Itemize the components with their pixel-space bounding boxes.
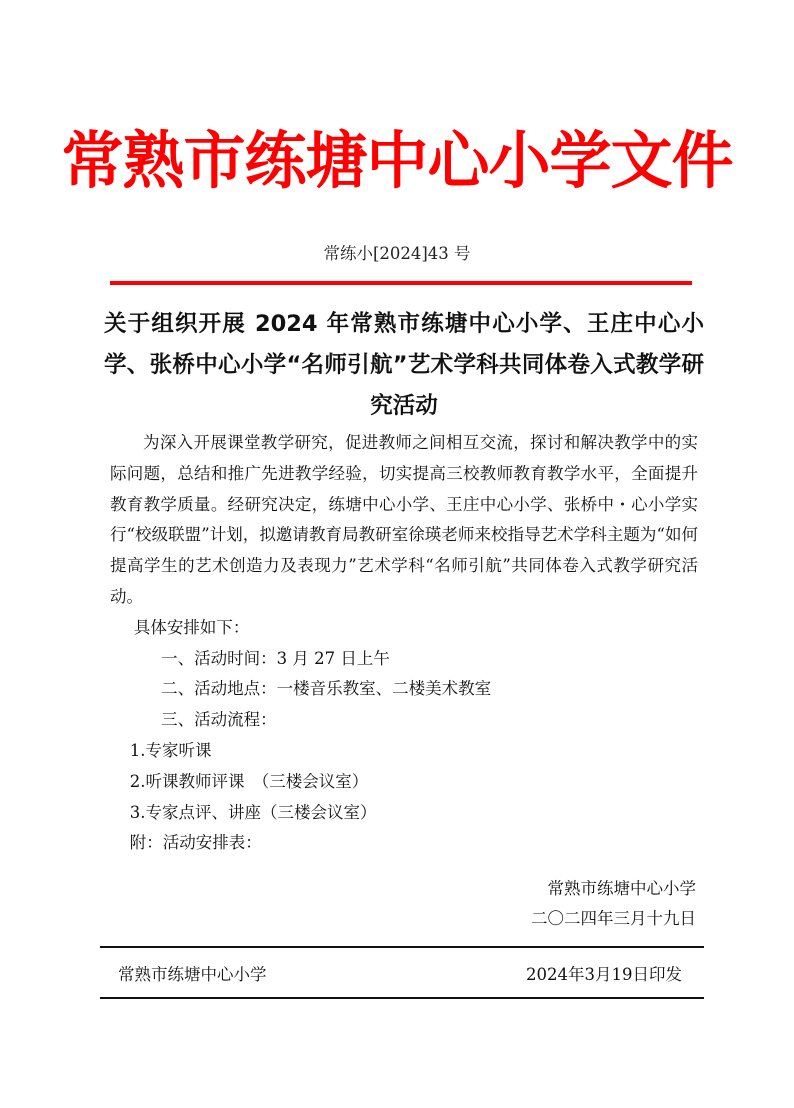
arrangement-item-time: 一、活动时间：3 月 27 日上午 [161, 648, 390, 668]
arrangement-heading: 具体安排如下： [133, 617, 250, 637]
document-number: 常练小[2024]43 号 [323, 244, 471, 263]
notice-body [110, 428, 698, 859]
footer-bottom-rule [100, 997, 704, 999]
notice-title: 关于组织开展 2024 年常熟市练塘中心小学、王庄中心小学、张桥中心小学“名师引航”艺术学科共同体卷入式教学研究活动 [104, 311, 704, 419]
arrangement-item-location: 二、活动地点：一楼音乐教室、二楼美术教室 [161, 679, 492, 699]
signature-date: 二〇二四年三月十九日 [531, 909, 696, 928]
process-step: 3.专家点评、讲座（三楼会议室） [129, 802, 377, 822]
footer-issue-date: 2024年3月19日印发 [526, 965, 682, 984]
document-header-title: 常熟市练塘中心小学文件 [61, 124, 733, 197]
signature-org: 常熟市练塘中心小学 [547, 879, 696, 898]
attachment-note: 附：活动安排表： [129, 833, 262, 853]
red-divider [110, 281, 692, 285]
footer-top-rule [100, 946, 704, 948]
process-step: 2.听课教师评课 （三楼会议室） [129, 771, 369, 791]
process-step: 1.专家听课 [129, 740, 212, 760]
footer-org: 常熟市练塘中心小学 [118, 965, 267, 984]
arrangement-item-process: 三、活动流程： [161, 710, 277, 730]
intro-paragraph: 为深入开展课堂教学研究，促进教师之间相互交流，探讨和解决教学中的实际问题，总结和推广先进教学经验，切实提高三校教师教育教学水平，全面提升教育教学质量。经研究决定，练塘中心小学、王庄中心小学、张桥中・心小学实行“校级联盟”计划，拟邀请教育局教研室徐瑛老师来校指导艺术学科主题为“如何提高学生的艺术创造力及表现力”艺术学科“名师引航”共同体卷入式教学研究活动。 [110, 433, 698, 606]
